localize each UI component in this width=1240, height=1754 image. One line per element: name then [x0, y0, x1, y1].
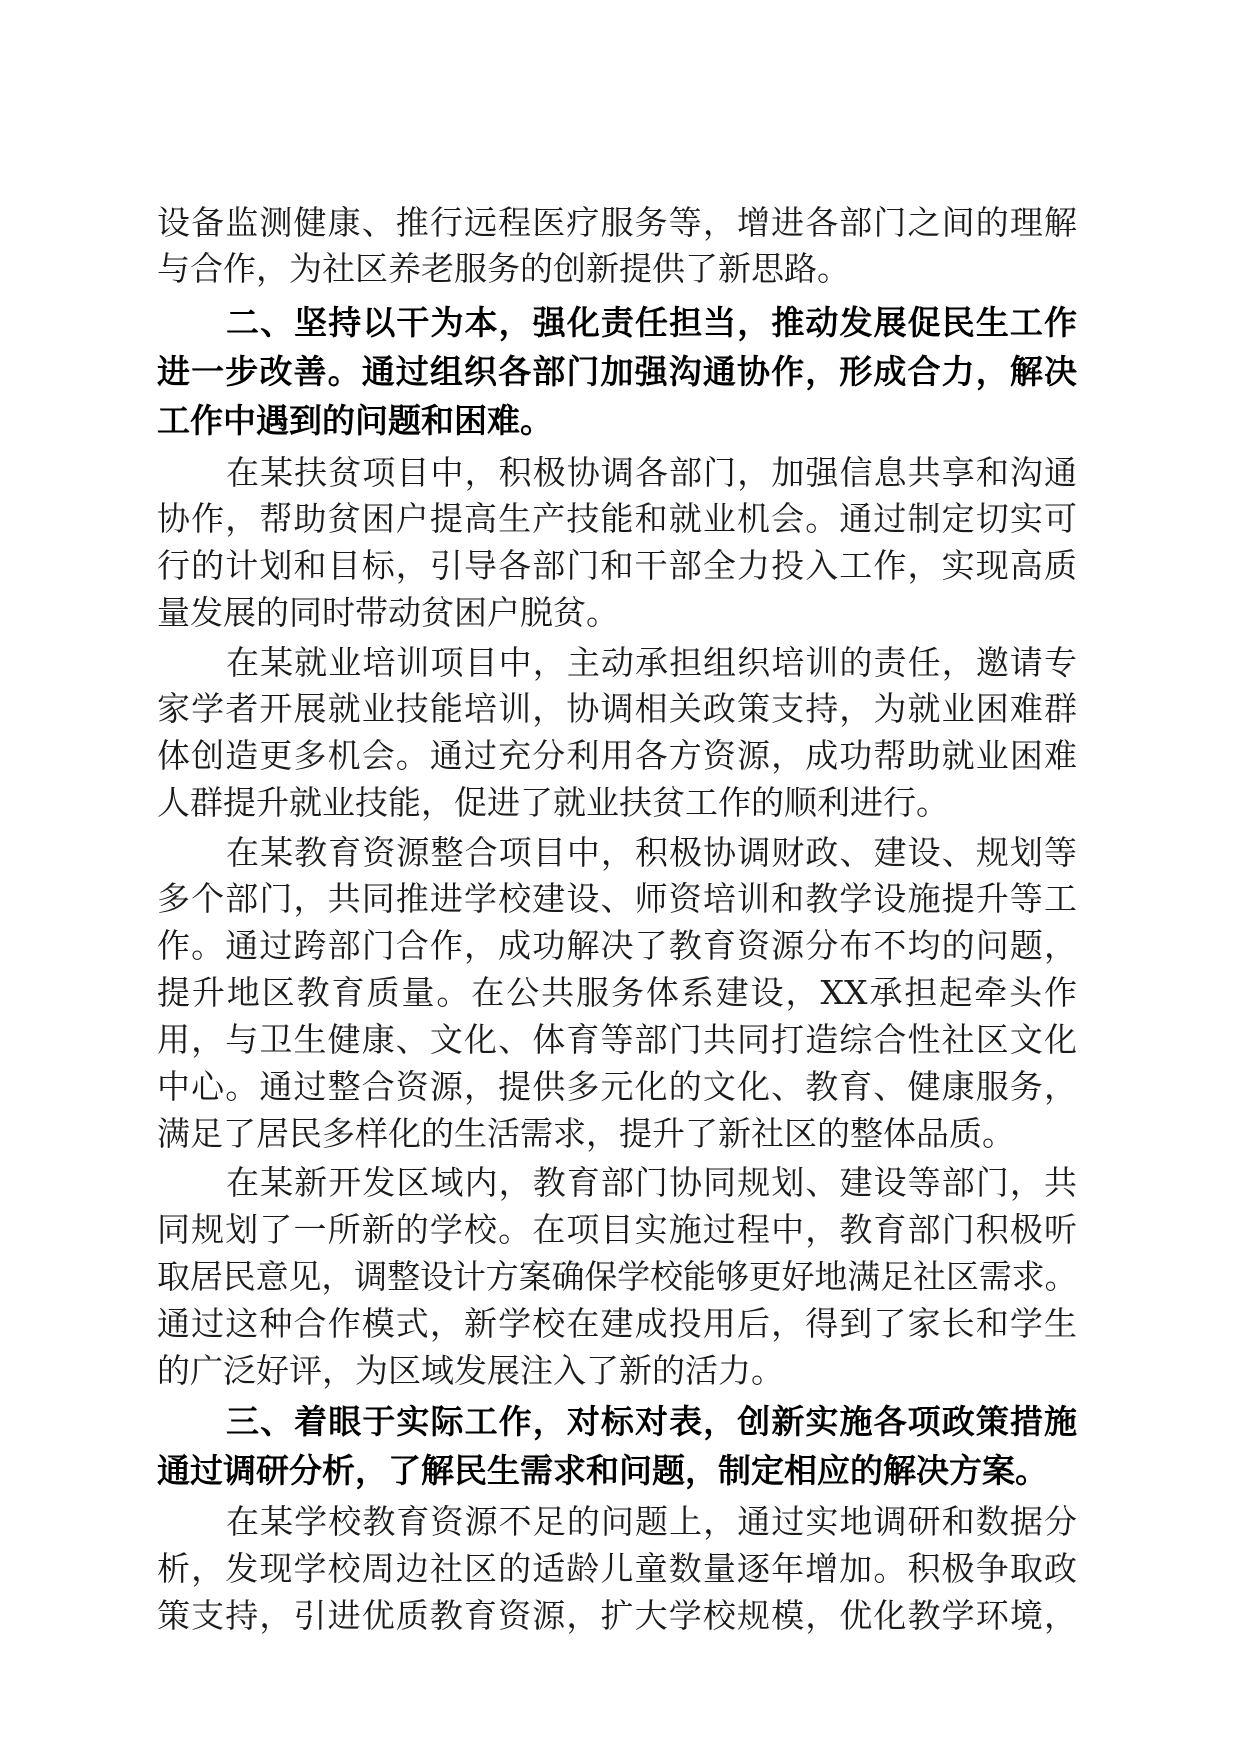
body-line: 析，发现学校周边社区的适龄儿童数量逐年增加。积极争取政 — [157, 1549, 1077, 1588]
section-heading: 三、着眼于实际工作，对标对表，创新实施各项政策措施 — [226, 1402, 1077, 1441]
body-line: 满足了居民多样化的生活需求，提升了新社区的整体品质。 — [157, 1114, 1015, 1153]
body-line: 取居民意见，调整设计方案确保学校能够更好地满足社区需求。 — [157, 1257, 1077, 1296]
body-line: 通过这种合作模式，新学校在建成投用后，得到了家长和学生 — [157, 1304, 1077, 1343]
body-line: 行的计划和目标，引导各部门和干部全力投入工作，实现高质 — [157, 546, 1077, 585]
body-line: 家学者开展就业技能培训，协调相关政策支持，为就业困难群 — [157, 689, 1077, 728]
section-heading: 通过调研分析，了解民生需求和问题，制定相应的解决方案。 — [157, 1451, 1048, 1490]
body-line: 作。通过跨部门合作，成功解决了教育资源分布不均的问题， — [157, 926, 1077, 965]
section-heading: 二、坚持以干为本，强化责任担当，推动发展促民生工作 — [226, 303, 1077, 342]
body-line: 量发展的同时带动贫困户脱贫。 — [157, 593, 619, 632]
body-line: 体创造更多机会。通过充分利用各方资源，成功帮助就业困难 — [157, 736, 1077, 775]
body-line: 同规划了一所新的学校。在项目实施过程中，教育部门积极听 — [157, 1210, 1077, 1249]
body-line: 在某教育资源整合项目中，积极协调财政、建设、规划等 — [226, 833, 1077, 872]
body-line: 中心。通过整合资源，提供多元化的文化、教育、健康服务， — [157, 1067, 1077, 1106]
body-line: 用，与卫生健康、文化、体育等部门共同打造综合性社区文化 — [157, 1020, 1077, 1059]
body-line: 在某学校教育资源不足的问题上，通过实地调研和数据分 — [226, 1502, 1077, 1541]
body-line: 在某扶贫项目中，积极协调各部门，加强信息共享和沟通 — [226, 453, 1077, 492]
body-line: 人群提升就业技能，促进了就业扶贫工作的顺利进行。 — [157, 783, 949, 822]
body-line: 在某新开发区域内，教育部门协同规划、建设等部门，共 — [226, 1163, 1077, 1202]
body-line: 协作，帮助贫困户提高生产技能和就业机会。通过制定切实可 — [157, 499, 1077, 538]
body-line: 设备监测健康、推行远程医疗服务等，增进各部门之间的理解 — [157, 203, 1077, 242]
body-line: 在某就业培训项目中，主动承担组织培训的责任，邀请专 — [226, 643, 1077, 682]
body-line: 与合作，为社区养老服务的创新提供了新思路。 — [157, 249, 850, 288]
body-line: 策支持，引进优质教育资源，扩大学校规模，优化教学环境， — [157, 1596, 1077, 1635]
section-heading: 进一步改善。通过组织各部门加强沟通协作，形成合力，解决 — [157, 352, 1077, 391]
body-line: 的广泛好评，为区域发展注入了新的活力。 — [157, 1351, 784, 1390]
body-line: 提升地区教育质量。在公共服务体系建设，XX承担起牵头作 — [157, 973, 1077, 1012]
section-heading: 工作中遇到的问题和困难。 — [157, 401, 553, 440]
body-line: 多个部门，共同推进学校建设、师资培训和教学设施提升等工 — [157, 879, 1077, 918]
